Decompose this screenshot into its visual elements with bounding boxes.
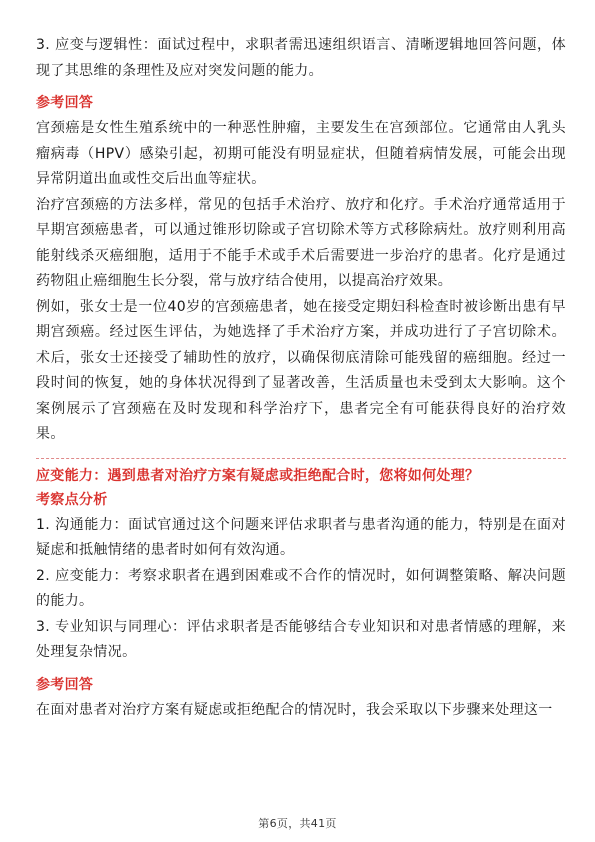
question-title: 应变能力：遇到患者对治疗方案有疑虑或拒绝配合时，您将如何处理？	[36, 467, 480, 484]
analysis-point: 1. 沟通能力：面试官通过这个问题来评估求职者与患者沟通的能力，特别是在面对疑虑和抵触情绪的患者时如何有效沟通。	[36, 516, 566, 558]
reference-answer-heading: 参考回答	[36, 95, 94, 111]
section-divider	[36, 458, 566, 459]
answer-paragraph: 例如，张女士是一位40岁的宫颈癌患者，她在接受定期妇科检查时被诊断出患有早期宫颈癌。经过医生评估，为她选择了手术治疗方案，并成功进行了子宫切除术。术后，张女士还接受了辅助性的放疗，以确保彻底清除可能残留的癌细胞。经过一段时间的恢复，她的身体状况得到了显著改善，生活质量也未受到太大影响。这个案例展示了宫颈癌在及时发现和科学治疗下，患者完全有可能获得良好的治疗效果。	[36, 298, 566, 442]
reference-answer-heading: 参考回答	[36, 676, 94, 693]
analysis-heading: 考察点分析	[36, 491, 108, 508]
answer-paragraph: 宫颈癌是女性生殖系统中的一种恶性肿瘤，主要发生在宫颈部位。它通常由人乳头瘤病毒（HPV）感染引起，初期可能没有明显症状，但随着病情发展，可能会出现异常阴道出血或性交后出血等症状。	[36, 120, 566, 187]
document-page	[36, 33, 566, 723]
analysis-point: 3. 专业知识与同理心：评估求职者是否能够结合专业知识和对患者情感的理解，来处理复杂情况。	[36, 618, 566, 660]
analysis-point: 2. 应变能力：考察求职者在遇到困难或不合作的情况时，如何调整策略、解决问题的能力。	[36, 567, 566, 609]
answer-paragraph: 在面对患者对治疗方案有疑虑或拒绝配合的情况时，我会采取以下步骤来处理这一	[36, 701, 553, 718]
answer-paragraph: 治疗宫颈癌的方法多样，常见的包括手术治疗、放疗和化疗。手术治疗通常适用于早期宫颈癌患者，可以通过锥形切除或子宫切除术等方式移除病灶。放疗则利用高能射线杀灭癌细胞，适用于不能手术或手术后需要进一步治疗的患者。化疗是通过药物阻止癌细胞生长分裂，常与放疗结合使用，以提高治疗效果。	[36, 196, 566, 289]
previous-analysis-point-3: 3. 应变与逻辑性：面试过程中，求职者需迅速组织语言、清晰逻辑地回答问题，体现了其思维的条理性及应对突发问题的能力。	[36, 37, 566, 79]
page-number: 第6页，共41页	[258, 817, 337, 830]
